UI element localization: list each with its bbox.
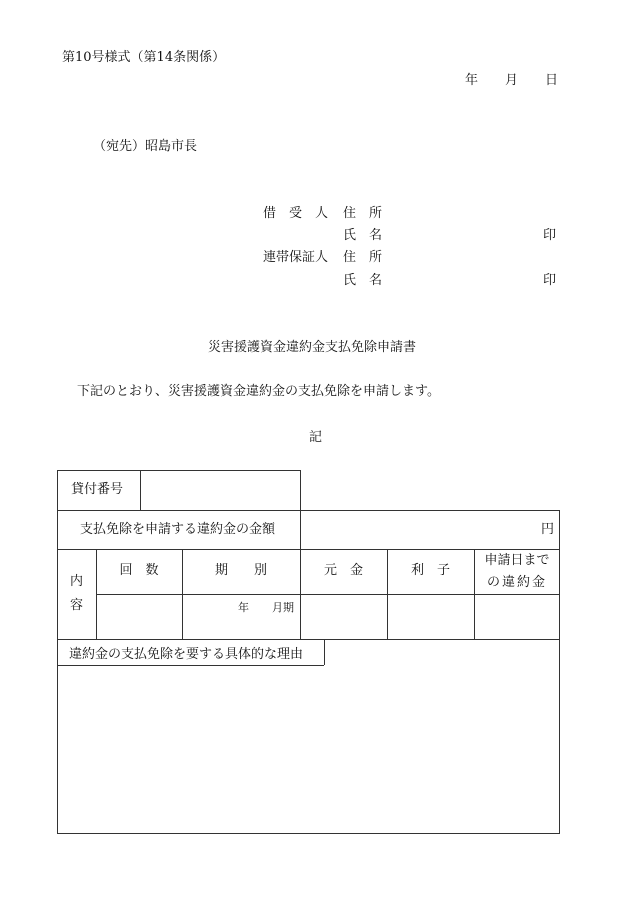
form-number: 第10号様式（第14条関係） <box>62 50 226 65</box>
exempt-amount-field[interactable] <box>301 511 537 548</box>
ki-label: 記 <box>309 430 323 445</box>
col-penalty-line1: 申請日まで <box>484 553 550 568</box>
loan-number-label: 貸付番号 <box>71 482 124 497</box>
guarantor-label: 連帯保証人 <box>263 250 329 265</box>
col-rishi: 利 子 <box>410 563 450 578</box>
borrower-seal: 印 <box>543 228 557 243</box>
guarantor-seal: 印 <box>543 273 557 288</box>
borrower-label: 借 受 人 <box>263 206 329 221</box>
guarantor-name-label: 氏 名 <box>343 273 383 288</box>
ganking-field[interactable] <box>301 595 387 639</box>
period-month-label: 月期 <box>272 601 294 614</box>
col-kibetsu: 期 別 <box>214 563 267 578</box>
naiyo-label-1: 内 <box>69 574 83 589</box>
yen-unit: 円 <box>541 522 555 537</box>
reason-label: 違約金の支払免除を要する具体的な理由 <box>69 647 304 662</box>
exempt-amount-label: 支払免除を申請する違約金の金額 <box>80 522 276 537</box>
guarantor-address-label: 住 所 <box>343 250 383 265</box>
document-title: 災害援護資金違約金支払免除申請書 <box>208 340 417 355</box>
reason-field[interactable] <box>58 666 559 833</box>
borrower-name-label: 氏 名 <box>343 228 383 243</box>
rishi-field[interactable] <box>388 595 474 639</box>
date-month-label: 月 <box>505 73 519 88</box>
naiyo-label-2: 容 <box>69 598 83 613</box>
document-body: 下記のとおり、災害援護資金違約金の支払免除を申請します。 <box>77 384 440 399</box>
date-year-label: 年 <box>465 73 479 88</box>
penalty-field[interactable] <box>475 595 559 639</box>
col-kaisu: 回 数 <box>119 563 159 578</box>
borrower-address-label: 住 所 <box>343 206 383 221</box>
kaisu-field[interactable] <box>97 595 182 639</box>
date-day-label: 日 <box>545 73 559 88</box>
loan-number-field[interactable] <box>141 471 300 509</box>
col-ganking: 元 金 <box>323 563 363 578</box>
col-penalty-line2: の違約金 <box>486 575 547 590</box>
period-year-label: 年 <box>238 601 249 614</box>
addressee: （宛先）昭島市長 <box>93 139 198 154</box>
